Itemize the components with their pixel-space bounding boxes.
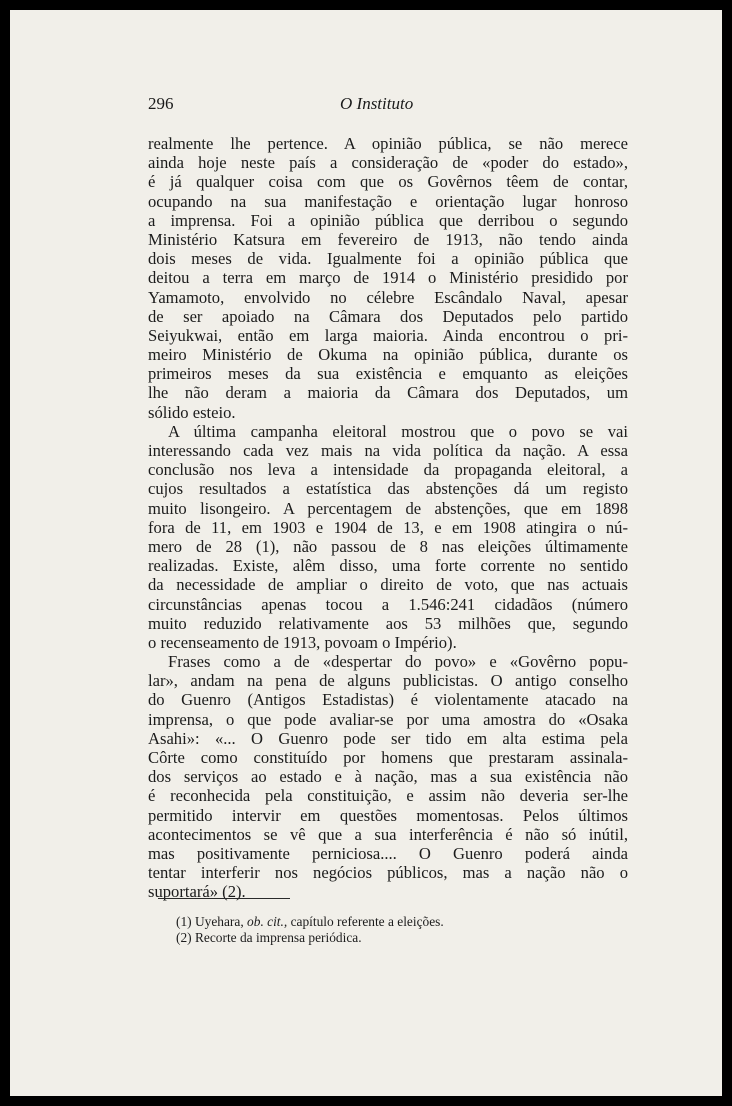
text-line: Seiyukwai, então em larga maioria. Ainda encontrou o pri- [148, 325, 628, 345]
text-line: dos serviços ao estado e à nação, mas a sua existência não [148, 767, 628, 787]
text-line: é reconhecida pela constituição, e assim não deveria ser-lhe [148, 786, 628, 806]
footnote-2 [176, 930, 596, 946]
text-line: a imprensa. Foi a opinião pública que derribou o segundo [148, 210, 628, 230]
paragraph-end-line: sólido esteio. [148, 402, 236, 422]
text-line: lar», andam na pena de alguns publicistas. O antigo conselho [148, 671, 628, 691]
text-line: realmente lhe pertence. A opinião pública, se não merece [148, 134, 628, 153]
text-line: deitou a terra em março de 1914 o Ministério presidido por [148, 268, 628, 288]
footnote-1-author: Uyehara, [194, 914, 244, 929]
text-line: interessando cada vez mais na vida política da nação. A essa [148, 441, 628, 460]
text-line: mas positivamente perniciosa.... O Guenro poderá ainda [148, 843, 628, 863]
text-line: do Guenro (Antigos Estadistas) é violentamente atacado na [148, 690, 628, 710]
text-line: Asahi»: «... O Guenro pode ser tido em alta estima pela [148, 728, 628, 748]
paragraph-start-line: A última campanha eleitoral mostrou que o povo se vai [168, 421, 628, 441]
running-title: O Instituto [340, 94, 414, 113]
text-line: Côrte como constituído por homens que prestaram assinala- [148, 748, 628, 767]
paragraph-start-line: Frases como a de «despertar do povo» e «Govêrno popu- [168, 652, 628, 672]
text-line: de ser apoiado na Câmara dos Deputados pelo partido [148, 306, 628, 326]
text-line: primeiros meses da sua existência e emquanto as eleições [148, 364, 628, 384]
paragraph-end-line: o recenseamento de 1913, povoam o Império). [148, 632, 457, 652]
text-line: circunstâncias apenas tocou a 1.546:241 cidadãos (número [148, 594, 628, 614]
text-line: permitido intervir em questões momentosas. Pelos últimos [148, 805, 628, 825]
footnote-2-mark: (2) [176, 930, 192, 945]
text-line: imprensa, o que pode avaliar-se por uma amostra do «Osaka [148, 709, 628, 729]
text-line: conclusão nos leva a intensidade da propaganda eleitoral, a [148, 460, 628, 480]
text-line: Ministério Katsura em fevereiro de 1913, não tendo ainda [148, 229, 628, 249]
text-line: acontecimentos se vê que a sua interferência é não só inútil, [148, 824, 628, 844]
text-line: muito lisongeiro. A percentagem de abstenções, que em 1898 [148, 498, 628, 518]
footnotes [176, 914, 596, 946]
text-line: é já qualquer coisa com que os Govêrnos têem de contar, [148, 172, 628, 192]
text-line: fora de 11, em 1903 e 1904 de 13, e em 1908 atingira o nú- [148, 517, 628, 537]
paragraph-end-line: suportará» (2). [148, 882, 246, 902]
footnote-2-text: Recorte da imprensa periódica. [194, 930, 362, 945]
text-line: meiro Ministério de Okuma na opinião pública, durante os [148, 345, 628, 365]
page-header [148, 94, 628, 116]
book-page [10, 10, 722, 1096]
page-number: 296 [148, 94, 174, 113]
text-line: ainda hoje neste país a consideração de «poder do estado», [148, 153, 628, 173]
footnote-1 [176, 914, 596, 930]
text-line: dois meses de vida. Igualmente foi a opinião pública que [148, 249, 628, 269]
text-line: ocupando na sua manifestação e orientação lugar honroso [148, 191, 628, 211]
text-line: cujos resultados a estatística das abstenções dá um registo [148, 479, 628, 499]
footnote-separator [158, 898, 290, 899]
body-text [148, 134, 628, 902]
text-line: tentar interferir nos negócios públicos, mas a nação não o [148, 863, 628, 883]
text-line: realizadas. Existe, alêm disso, uma forte corrente no sentido [148, 556, 628, 576]
text-line: mero de 28 (1), não passou de 8 nas eleições últimamente [148, 536, 628, 556]
text-line: muito reduzido relativamente aos 53 milhões que, segundo [148, 613, 628, 633]
text-line: Yamamoto, envolvido no célebre Escândalo Naval, apesar [148, 287, 628, 307]
text-line: lhe não deram a maioria da Câmara dos Deputados, um [148, 383, 628, 403]
text-line: da necessidade de ampliar o direito de voto, que nas actuais [148, 575, 628, 595]
footnote-1-citation: ob. cit., [247, 914, 288, 929]
footnote-1-text: capítulo referente a eleições. [290, 914, 444, 929]
footnote-1-mark: (1) [176, 914, 192, 929]
